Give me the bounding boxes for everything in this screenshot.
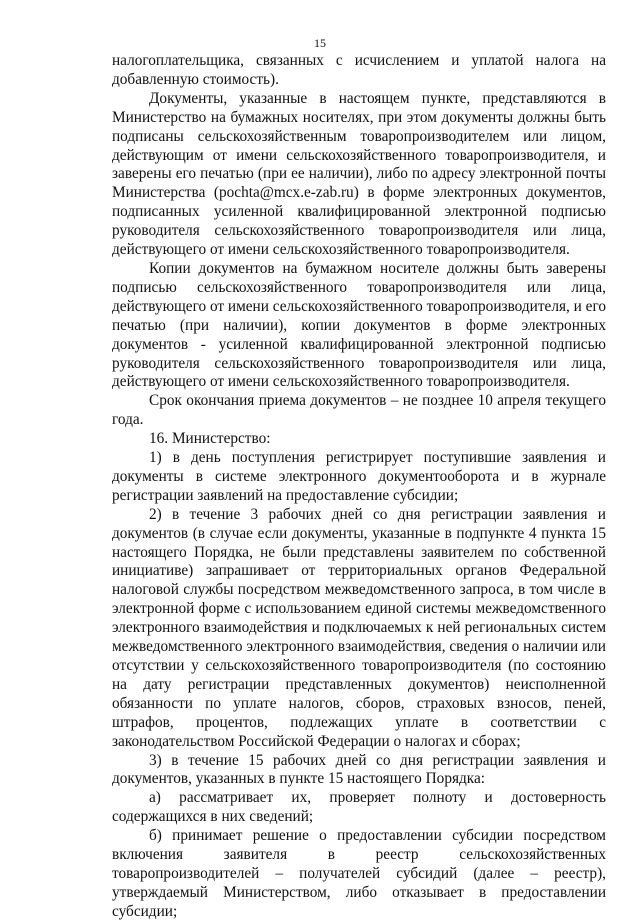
paragraph-deadline: Срок окончания приема документов – не позднее 10 апреля текущего года.: [112, 392, 606, 429]
paragraph-item-3: 3) в течение 15 рабочих дней со дня регистрации заявления и документов, указанных в пункте 15 настоящего Порядка:: [112, 751, 606, 788]
paragraph-subitem-a: а) рассматривает их, проверяет полноту и достоверность содержащихся в них сведений;: [112, 789, 606, 826]
paragraph-section-16: 16. Министерство:: [149, 430, 271, 448]
page-number: 15: [314, 36, 326, 50]
paragraph-subitem-b: б) принимает решение о предоставлении субсидии посредством включения заявителя в реестр сельскохозяйственных товаропроизводителей – получателей субсидий (далее – реестр), утверждаемый Министерством, либо отказывает в предоставлении субсидии;: [112, 827, 606, 920]
document-body: [112, 52, 606, 922]
paragraph-item-1: 1) в день поступления регистрирует поступившие заявления и документы в системе электронного документооборота и в журнале регистрации заявлений на предоставление субсидии;: [112, 449, 606, 504]
paragraph-documents-submission: Документы, указанные в настоящем пункте, представляются в Министерство на бумажных носителях, при этом документы должны быть подписаны сельскохозяйственным товаропроизводителем или лицом, действующим от имени сельскохозяйственного товаропроизводителя, и заверены его печатью (при ее наличии), либо по адресу электронной почты Министерства (pochta@mcx.e-zab.ru) в форме электронных документов, подписанных усиленной квалифицированной электронной подписью руководителя сельскохозяйственного товаропроизводителя или лица, действующего от имени сельскохозяйственного товаропроизводителя.: [112, 89, 606, 259]
paragraph-item-2: 2) в течение 3 рабочих дней со дня регистрации заявления и документов (в случае если документы, указанные в подпункте 4 пункта 15 настоящего Порядка, не были представлены заявителем по собственной инициативе) запрашивает от территориальных органов Федеральной налоговой службы посредством межведомственного запроса, в том числе в электронной форме с использованием единой системы межведомственного электронного взаимодействия и подключаемых к ней региональных систем межведомственного электронного взаимодействия, сведения о наличии или отсутствии у сельскохозяйственного товаропроизводителя (по состоянию на дату регистрации представленных документов) неисполненной обязанности по уплате налогов, сборов, страховых взносов, пеней, штрафов, процентов, подлежащих уплате в соответствии с законодательством Российской Федерации о налогах и сборах;: [112, 505, 606, 750]
paragraph-continuation: налогоплательщика, связанных с исчислением и уплатой налога на добавленную стоимость).: [112, 52, 606, 88]
paragraph-copies-certification: Копии документов на бумажном носителе должны быть заверены подписью сельскохозяйственного товаропроизводителя или лица, действующего от имени сельскохозяйственного товаропроизводителя, и его печатью (при наличии), копии документов в форме электронных документов - усиленной квалифицированной электронной подписью руководителя сельскохозяйственного товаропроизводителя или лица, действующего от имени сельскохозяйственного товаропроизводителя.: [112, 259, 606, 391]
